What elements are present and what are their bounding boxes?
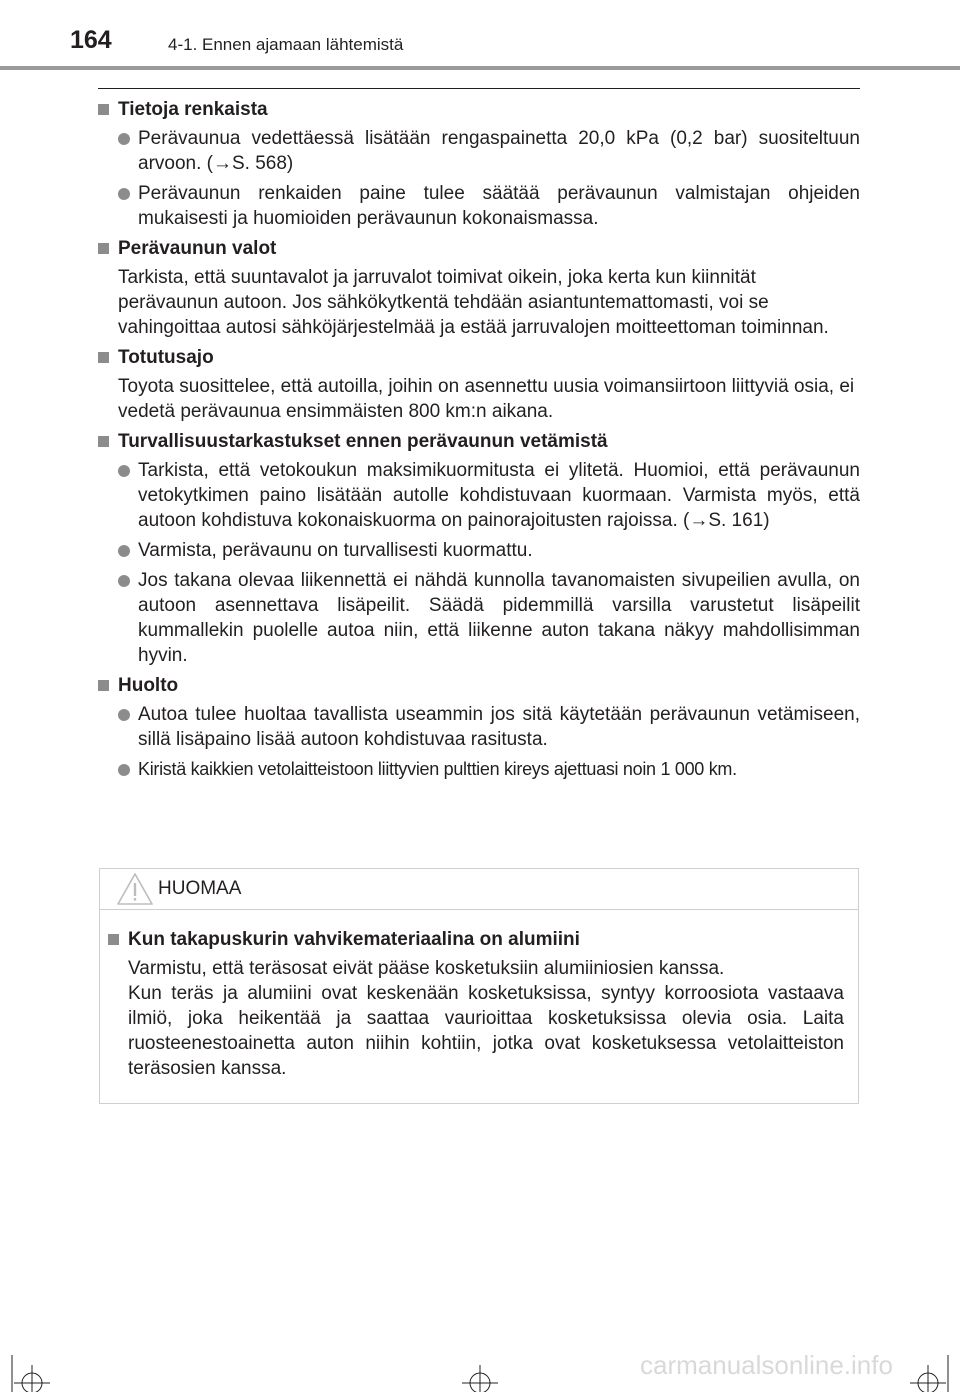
watermark: carmanualsonline.info bbox=[640, 1350, 893, 1380]
list-item-text: Perävaunua vedettäessä lisätään rengaspainetta 20,0 kPa (0,2 bar) suositeltuun arvoon. (→S. 568) bbox=[138, 128, 860, 174]
notice-paragraph: Varmistu, että teräsosat eivät pääse kosketuksiin alumiiniosien kanssa. bbox=[128, 958, 725, 979]
notice-title: HUOMAA bbox=[158, 878, 242, 899]
list-item bbox=[98, 458, 860, 533]
list-item-text: Autoa tulee huoltaa tavallista useammin jos sitä käytetään perävaunun vetämiseen, sillä lisäpaino lisää autoon kohdistuvaa rasitusta. bbox=[138, 704, 860, 750]
round-bullet-icon bbox=[118, 133, 130, 145]
list-item-text: Perävaunun renkaiden paine tulee säätää perävaunun valmistajan ohjeiden mukaisesti ja huomioiden perävaunun kokonaismassa. bbox=[138, 183, 860, 229]
round-bullet-icon bbox=[118, 575, 130, 587]
notice-header bbox=[100, 869, 858, 910]
heading-text: Tietoja renkaista bbox=[118, 99, 268, 120]
round-bullet-icon bbox=[118, 764, 130, 776]
square-bullet-icon bbox=[108, 934, 119, 945]
round-bullet-icon bbox=[118, 545, 130, 557]
list-item-text: Varmista, perävaunu on turvallisesti kuormattu. bbox=[138, 540, 533, 561]
heading-text: Kun takapuskurin vahvikemateriaalina on alumiini bbox=[128, 929, 580, 950]
list-item bbox=[98, 568, 860, 668]
list-item bbox=[98, 757, 860, 782]
section-maintenance bbox=[98, 673, 860, 782]
square-bullet-icon bbox=[98, 436, 109, 447]
round-bullet-icon bbox=[118, 709, 130, 721]
list-item-text: Kiristä kaikkien vetolaitteistoon liittyvien pulttien kireys ajettuasi noin 1 000 km. bbox=[138, 759, 737, 779]
notice-body bbox=[108, 927, 844, 1081]
section-heading bbox=[98, 97, 860, 123]
list-item bbox=[98, 538, 860, 563]
square-bullet-icon bbox=[98, 680, 109, 691]
heading-text: Perävaunun valot bbox=[118, 238, 277, 259]
heading-text: Turvallisuustarkastukset ennen perävaunun vetämistä bbox=[118, 431, 608, 452]
paragraph: Toyota suosittelee, että autoilla, joihin on asennettu uusia voimansiirtoon liittyviä osia, ei vedetä perävaunua ensimmäisten 800 km:n aikana. bbox=[118, 376, 855, 422]
list-item bbox=[98, 702, 860, 752]
content-top-rule bbox=[98, 88, 860, 89]
page-header bbox=[0, 0, 960, 70]
section-heading bbox=[98, 673, 860, 699]
list-item bbox=[98, 181, 860, 231]
section-tires bbox=[98, 97, 860, 231]
page-content bbox=[98, 97, 860, 787]
list-item-text: Jos takana olevaa liikennettä ei nähdä kunnolla tavanomaisten sivupeilien avulla, on autoon asennettava lisäpeilit. Säädä pidemmillä varsilla varustetut lisäpeilit kummallekin puolelle autoa niin, että liikenne auton takana näkyy mahdollisimman hyvin. bbox=[138, 570, 860, 666]
paragraph: Tarkista, että suuntavalot ja jarruvalot toimivat oikein, joka kerta kun kiinnität perävaunun autoon. Jos sähkökytkentä tehdään asiantuntemattomasti, voi se vahingoittaa autosi sähköjärjestelmää ja estää jarruvalojen moitteettoman toiminnan. bbox=[118, 267, 829, 338]
warning-triangle-icon bbox=[116, 872, 154, 906]
section-safety bbox=[98, 429, 860, 668]
list-item bbox=[98, 126, 860, 176]
square-bullet-icon bbox=[98, 352, 109, 363]
notice-box bbox=[99, 868, 859, 1104]
heading-text: Totutusajo bbox=[118, 347, 214, 368]
chapter-title: 4-1. Ennen ajamaan lähtemistä bbox=[168, 35, 404, 54]
notice-heading bbox=[108, 927, 844, 953]
heading-text: Huolto bbox=[118, 675, 179, 696]
notice-paragraph: Kun teräs ja alumiini ovat keskenään kosketuksissa, syntyy korroosiota vastaava ilmiö, joka heikentää ja saattaa vaurioittaa kosketuksissa olevia osia. Laita ruosteenestoainetta auton niihin kohtiin, jotka ovat kosketuksessa vetolaitteiston teräsosien kanssa. bbox=[128, 983, 844, 1079]
round-bullet-icon bbox=[118, 188, 130, 200]
section-heading bbox=[98, 429, 860, 455]
square-bullet-icon bbox=[98, 104, 109, 115]
header-rule bbox=[0, 66, 960, 70]
page-number: 164 bbox=[70, 26, 112, 54]
square-bullet-icon bbox=[98, 243, 109, 254]
section-lights bbox=[98, 236, 860, 340]
section-heading bbox=[98, 236, 860, 262]
section-heading bbox=[98, 345, 860, 371]
section-breakin bbox=[98, 345, 860, 424]
list-item-text: Tarkista, että vetokoukun maksimikuormitusta ei ylitetä. Huomioi, että perävaunun vetokytkimen paino lisätään autolle kohdistuvaan kuormaan. Varmista myös, että autoon kohdistuva kokonaiskuorma on painorajoitusten rajoissa. (→S. 161) bbox=[138, 460, 860, 531]
round-bullet-icon bbox=[118, 465, 130, 477]
